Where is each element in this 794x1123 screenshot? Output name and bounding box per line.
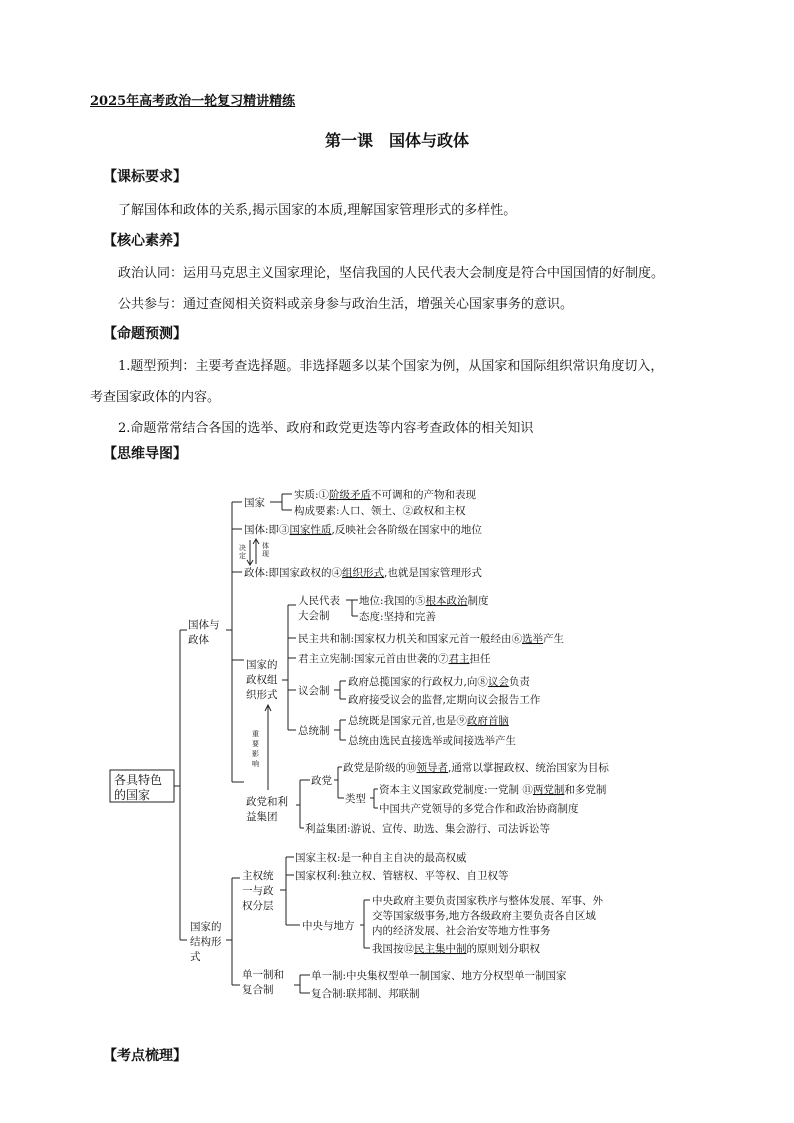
node-party-def: 政党是阶级的⑩领导者,通常以掌握政权、统治国家为目标 [343,762,609,774]
node-sovereignty-line-2: 一与政 [242,885,274,897]
node-regime-line-3: 织形式 [246,689,278,701]
node-state: 国家 [244,497,265,509]
level1-politics-line-1: 国体与 [188,619,220,631]
node-unitary: 单一制:中央集权型单一制国家、地方分权型单一制国家 [311,970,567,982]
literacy-line-2: 公共参与：通过查阅相关资料或亲身参与政治生活，增强关心国家事务的意识。 [118,297,574,312]
node-npc-line-2: 大会制 [298,610,330,622]
node-party-type-1: 资本主义国家政党制度:一党制 ⑪两党制和多党制 [379,784,607,796]
level1-structure-line-1: 国家的 [190,921,222,933]
document-header: 2025年高考政治一轮复习精讲精练 [90,94,296,109]
prediction-line-1b: 考查国家政体的内容。 [90,390,221,405]
label-influence-3: 影 [252,750,259,758]
node-state-nature: 国体:即③国家性质,反映社会各阶级在国家中的地位 [244,524,482,536]
node-presidential: 总统制 [298,725,330,737]
node-republic: 民主共和制:国家权力机关和国家元首一般经由⑥选举产生 [298,633,565,645]
node-party-type: 类型 [345,793,366,805]
node-central-local-2: 交等国家级事务,地方各级政府主要负责各自区域 [372,910,596,922]
level1-structure-line-2: 结构形 [190,936,222,948]
node-regime-line-2: 政权组 [246,674,278,686]
node-national-sovereignty: 国家主权:是一种自主自决的最高权威 [295,852,467,864]
node-interest-groups: 利益集团:游说、宣传、助选、集会游行、司法诉讼等 [305,823,551,835]
section-heading-prediction: 【命题预测】 [103,326,187,342]
prediction-line-2: 2.命题常常结合各国的选举、政府和政党更迭等内容考查政体的相关知识 [118,421,534,436]
node-parties-line-1: 政党和利 [246,796,288,808]
node-presidential-2: 总统由选民直接选举或间接选举产生 [348,735,516,747]
mindmap-root-line-1: 各具特色 [114,773,163,787]
label-reflects-2: 现 [262,550,269,558]
node-unitary-line-1: 单一制和 [242,969,284,981]
node-sovereignty-line-1: 主权统 [242,870,274,882]
level1-structure-line-3: 式 [190,951,201,963]
node-parties-line-2: 益集团 [246,811,278,823]
lesson-title: 第一课 国体与政体 [324,131,469,150]
section-heading-literacy: 【核心素养】 [103,233,187,249]
node-central-local-1: 中央政府主要负责国家秩序与整体发展、军事、外 [372,895,603,907]
node-presidential-1: 总统既是国家元首,也是⑨政府首脑 [348,715,509,727]
node-compound: 复合制:联邦制、邦联制 [311,988,420,1000]
node-parliamentary-2: 政府接受议会的监督,定期向议会报告工作 [348,694,541,706]
node-central-local-4: 我国按⑫民主集中制的原则划分职权 [372,943,540,955]
node-npc-status: 地位:我国的⑤根本政治制度 [359,595,489,607]
level1-politics-line-2: 政体 [188,634,209,646]
label-decides-2: 定 [239,552,246,560]
node-party-type-2: 中国共产党领导的多党合作和政治协商制度 [379,803,579,815]
literacy-line-1: 政治认同：运用马克思主义国家理论，坚信我国的人民代表大会制度是符合中国国情的好制度。 [118,266,665,281]
mindmap-root-line-2: 的国家 [114,788,151,802]
node-state-essence: 实质:①阶级矛盾不可调和的产物和表现 [294,489,477,501]
node-npc-line-1: 人民代表 [298,595,340,607]
label-reflects-1: 体 [262,542,269,550]
section-heading-points: 【考点梳理】 [103,1048,187,1064]
node-party: 政党 [311,775,332,787]
node-parliamentary-1: 政府总揽国家的行政权力,向⑧议会负责 [348,676,530,688]
node-unitary-line-2: 复合制 [242,984,274,996]
node-constitutional-monarchy: 君主立宪制:国家元首由世袭的⑦君主担任 [298,653,491,665]
node-npc-attitude: 态度:坚持和完善 [359,611,437,623]
section-heading-requirements: 【课标要求】 [103,169,187,185]
label-influence-1: 重 [252,730,259,738]
label-decides-1: 决 [239,544,246,552]
label-influence-2: 要 [252,740,259,748]
node-government-form: 政体:即国家政权的④组织形式,也就是国家管理形式 [244,567,482,579]
label-influence-4: 响 [252,760,259,768]
section-heading-mindmap: 【思维导图】 [103,446,187,462]
requirements-text: 了解国体和政体的关系,揭示国家的本质,理解国家管理形式的多样性。 [118,203,517,218]
node-central-local-3: 内的经济发展、社会治安等地方性事务 [372,925,551,937]
node-state-elements: 构成要素:人口、领土、②政权和主权 [294,505,466,517]
node-sovereignty-line-3: 权分层 [242,900,274,912]
node-regime-line-1: 国家的 [246,659,278,671]
node-national-rights: 国家权利:独立权、管辖权、平等权、自卫权等 [295,870,509,882]
prediction-line-1: 1.题型预判：主要考查选择题。非选择题多以某个国家为例，从国家和国际组织常识角度切入， [118,359,664,374]
node-central-local: 中央与地方 [302,920,355,932]
node-parliamentary: 议会制 [298,685,330,697]
